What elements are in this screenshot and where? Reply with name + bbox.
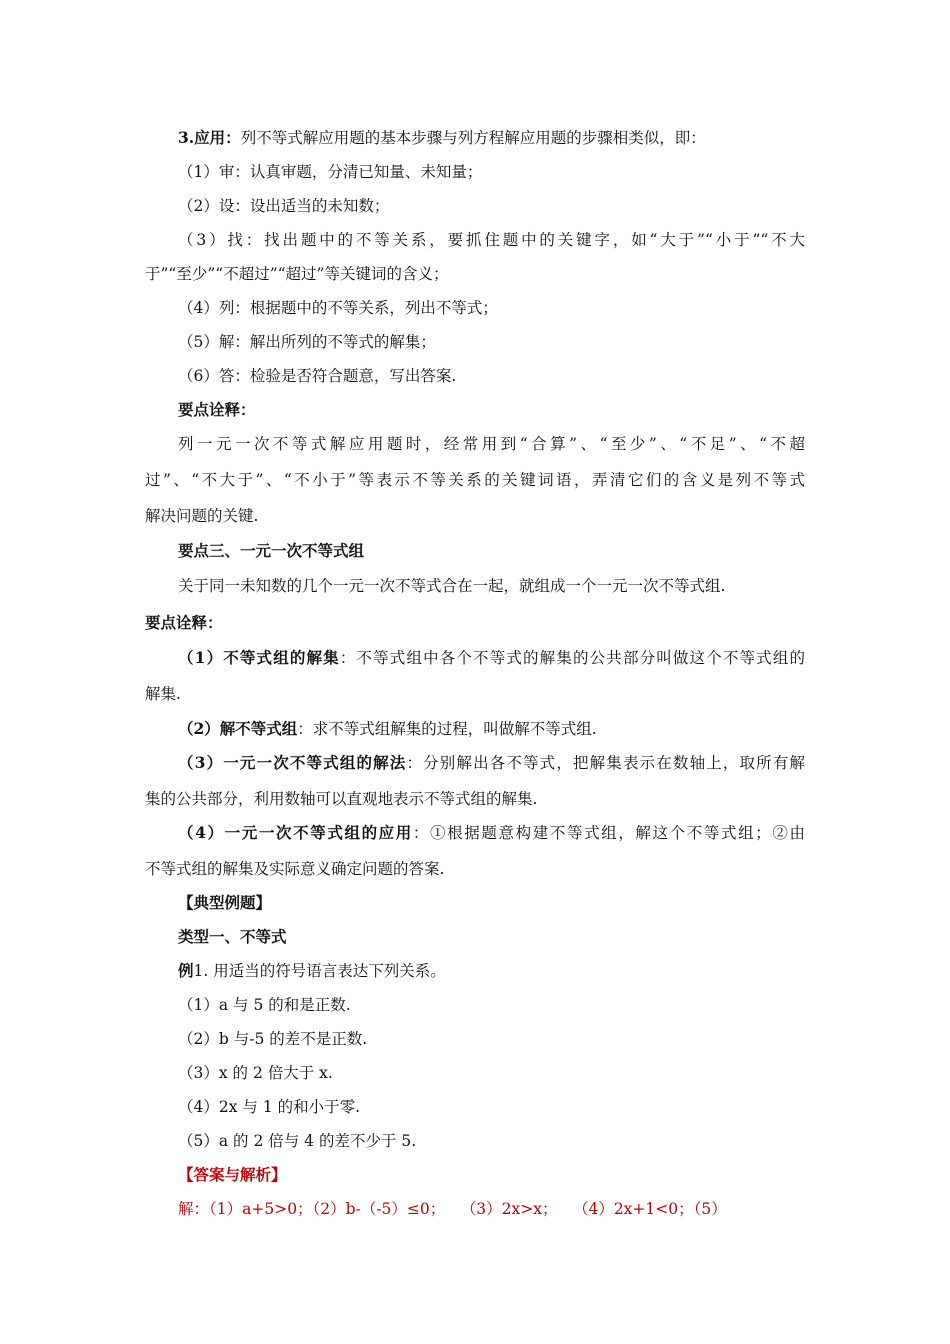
point-2-title: （2）解不等式组: [178, 719, 298, 738]
definition-line: 关于同一未知数的几个一元一次不等式合在一起，就组成一个一元一次不等式组.: [178, 577, 726, 595]
step-review: （1）审：认真审题，分清已知量、未知量；: [178, 163, 483, 181]
step-solve: （5）解：解出所列的不等式的解集；: [178, 333, 436, 351]
point-1-cont: 解集.: [145, 685, 181, 703]
point-4: （4）一元一次不等式组的应用：①根据题意构建不等式组，解这个不等式组；②由: [178, 823, 805, 842]
point-1-title: （1）不等式组的解集: [178, 648, 340, 667]
key-points-heading: 要点诠释：: [178, 400, 256, 419]
point-3-title: （3）一元一次不等式组的解法: [178, 753, 407, 772]
step-find-cont: 于”“至少”“不超过”“超过”等关键词的含义；: [145, 265, 449, 283]
example-item-5: （5）a 的 2 倍与 4 的差不少于 5.: [178, 1132, 417, 1150]
example-item-3: （3）x 的 2 倍大于 x.: [178, 1064, 333, 1082]
example-item-1: （1）a 与 5 的和是正数.: [178, 996, 351, 1014]
answer-heading: 【答案与解析】: [178, 1165, 287, 1184]
example-1-prompt: 例1. 用适当的符号语言表达下列关系。: [178, 961, 446, 980]
explanation-line-3: 解决问题的关键.: [145, 507, 259, 525]
key-points-heading-2: 要点诠释：: [145, 613, 223, 632]
typical-examples-heading: 【典型例题】: [178, 893, 272, 912]
step-set: （2）设：设出适当的未知数；: [178, 197, 390, 215]
type-one-heading: 类型一、不等式: [178, 927, 287, 946]
point-4-title: （4）一元一次不等式组的应用: [178, 823, 413, 842]
explanation-line-1: 列一元一次不等式解应用题时，经常用到“合算”、“至少”、“不足”、“不超: [178, 435, 805, 453]
answer-line: 解：（1）a+5>0；（2）b-（-5）≤0； （3）2x>x； （4）2x+1<0；（5）: [178, 1200, 727, 1218]
heading-application: 3.应用：: [178, 128, 241, 147]
paragraph-application: 3.应用：列不等式解应用题的基本步骤与列方程解应用题的步骤相类似，即：: [178, 128, 706, 147]
step-list: （4）列：根据题中的不等关系，列出不等式；: [178, 299, 498, 317]
example-item-2: （2）b 与-5 的差不是正数.: [178, 1030, 368, 1048]
point-1: （1）不等式组的解集：不等式组中各个不等式的解集的公共部分叫做这个不等式组的: [178, 648, 805, 667]
example-item-4: （4）2x 与 1 的和小于零.: [178, 1098, 361, 1116]
step-answer: （6）答：检验是否符合题意，写出答案.: [178, 367, 457, 385]
point-2: （2）解不等式组：求不等式组解集的过程，叫做解不等式组.: [178, 719, 597, 738]
section-heading-inequality-system: 要点三、一元一次不等式组: [178, 541, 365, 560]
step-find: （3）找：找出题中的不等关系，要抓住题中的关键字，如“大于”“小于”“不大: [178, 231, 805, 249]
explanation-line-2: 过”、“不大于”、“不小于”等表示不等关系的关键词语，弄清它们的含义是列不等式: [145, 471, 805, 489]
point-4-cont: 不等式组的解集及实际意义确定问题的答案.: [145, 860, 445, 878]
example-label: 例: [178, 961, 194, 980]
point-3-cont: 集的公共部分，利用数轴可以直观地表示不等式组的解集.: [145, 790, 538, 808]
point-3: （3）一元一次不等式组的解法：分别解出各不等式，把解集表示在数轴上，取所有解: [178, 753, 805, 772]
